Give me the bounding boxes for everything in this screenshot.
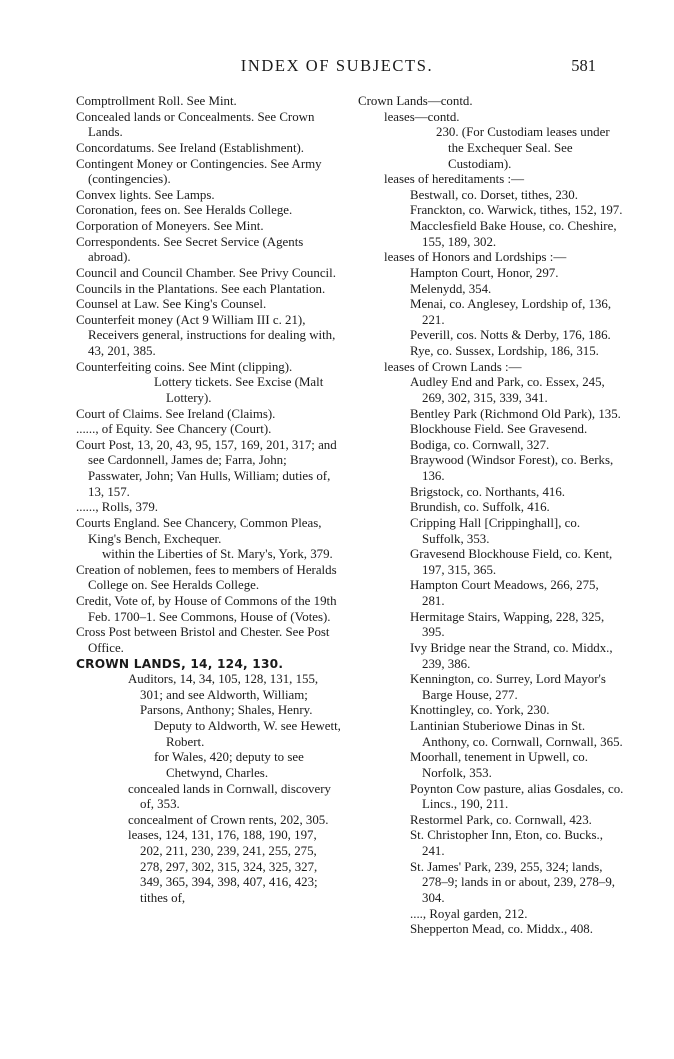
- index-entry: Moorhall, tenement in Upwell, co. Norfolk, 353.: [410, 750, 588, 780]
- index-entry: Counterfeit money (Act 9 William III c. 21), Receivers general, instructions for dealing with, 43, 201, 385.: [76, 312, 336, 358]
- index-entry: Auditors, 14, 34, 105, 128, 131, 155, 301; and see Aldworth, William; Parsons, Anthony; Shales, Henry.: [128, 672, 319, 718]
- index-entry: Knottingley, co. York, 230.: [410, 703, 550, 718]
- index-entry: Hermitage Stairs, Wapping, 228, 325, 395.: [410, 609, 605, 640]
- index-entry: Deputy to Aldworth, W. see Hewett, Robert.: [154, 719, 341, 749]
- index-entry: leases of hereditaments :—: [384, 172, 524, 187]
- index-entry: Councils in the Plantations. See each Plantation.: [76, 281, 326, 296]
- index-entry: Bentley Park (Richmond Old Park), 135.: [410, 406, 621, 421]
- index-entry: Council and Council Chamber. See Privy Council.: [76, 265, 336, 280]
- index-entry: Concordatums. See Ireland (Establishment).: [76, 140, 305, 155]
- index-entry: Menai, co. Anglesey, Lordship of, 136, 221.: [410, 297, 612, 327]
- index-entry: ...., Royal garden, 212.: [410, 906, 528, 921]
- index-entry: ......, of Equity. See Chancery (Court).: [76, 422, 272, 437]
- page-title: INDEX OF SUBJECTS.: [240, 56, 434, 75]
- index-entry: Contingent Money or Contingencies. See Army (contingencies).: [76, 156, 322, 187]
- index-entry: Brigstock, co. Northants, 416.: [410, 484, 566, 499]
- index-column-left: [76, 94, 342, 907]
- index-entry: Melenydd, 354.: [410, 281, 492, 296]
- index-entry: Kennington, co. Surrey, Lord Mayor's Barge House, 277.: [410, 672, 606, 702]
- index-entry: Courts England. See Chancery, Common Pleas, King's Bench, Exchequer.: [76, 515, 322, 546]
- index-entry: Lottery tickets. See Excise (Malt Lottery).: [154, 375, 324, 405]
- index-entry: Court Post, 13, 20, 43, 95, 157, 169, 201, 317; and see Cardonnell, James de; Farra, John; Passwater, John; Van Hulls, William; duties of, 13, 157.: [76, 437, 337, 499]
- index-entry: Audley End and Park, co. Essex, 245, 269, 302, 315, 339, 341.: [410, 375, 605, 405]
- index-entry: Credit, Vote of, by House of Commons of the 19th Feb. 1700–1. See Commons, House of (Votes).: [76, 594, 337, 624]
- index-entry: Ivy Bridge near the Strand, co. Middx., 239, 386.: [410, 640, 613, 671]
- index-entry: Rye, co. Sussex, Lordship, 186, 315.: [410, 344, 599, 358]
- running-header: [0, 56, 674, 80]
- index-entry: Gravesend Blockhouse Field, co. Kent, 197, 315, 365.: [410, 547, 613, 577]
- index-entry: leases of Crown Lands :—: [384, 359, 522, 374]
- index-entry: Counsel at Law. See King's Counsel.: [76, 297, 267, 312]
- index-entry: leases—contd.: [384, 109, 460, 124]
- index-entry: CROWN LANDS, 14, 124, 130.: [76, 656, 284, 671]
- index-entry: Convex lights. See Lamps.: [76, 187, 215, 202]
- index-entry: 230. (For Custodiam leases under the Exchequer Seal. See Custodiam).: [436, 125, 610, 171]
- index-entry: Blockhouse Field. See Gravesend.: [410, 422, 588, 437]
- index-entry: Creation of noblemen, fees to members of Heralds College on. See Heralds College.: [76, 562, 337, 593]
- index-entry: ......, Rolls, 379.: [76, 500, 159, 515]
- index-entry: St. James' Park, 239, 255, 324; lands, 278–9; lands in or about, 239, 278–9, 304.: [410, 859, 615, 905]
- page-number: 581: [571, 56, 596, 75]
- index-entry: Shepperton Mead, co. Middx., 408.: [410, 922, 593, 937]
- index-entry: Restormel Park, co. Cornwall, 423.: [410, 812, 592, 827]
- index-entry: Crown Lands—contd.: [358, 94, 473, 108]
- index-entry: Cripping Hall [Crippinghall], co. Suffolk, 353.: [410, 515, 581, 546]
- index-entry: Corporation of Moneyers. See Mint.: [76, 219, 264, 233]
- index-entry: Cross Post between Bristol and Chester. See Post Office.: [76, 625, 330, 655]
- index-entry: concealment of Crown rents, 202, 305.: [128, 812, 329, 827]
- index-entry: Counterfeiting coins. See Mint (clipping).: [76, 359, 293, 374]
- index-entry: leases of Honors and Lordships :—: [384, 250, 567, 265]
- index-entry: Court of Claims. See Ireland (Claims).: [76, 406, 276, 421]
- index-entry: concealed lands in Cornwall, discovery of, 353.: [128, 781, 331, 812]
- index-column-right: [358, 94, 624, 938]
- index-entry: Braywood (Windsor Forest), co. Berks, 136.: [410, 453, 614, 483]
- index-entry: Comptrollment Roll. See Mint.: [76, 94, 237, 108]
- index-entry: Brundish, co. Suffolk, 416.: [410, 500, 550, 515]
- index-entry: Macclesfield Bake House, co. Cheshire, 155, 189, 302.: [410, 219, 617, 249]
- index-entry: within the Liberties of St. Mary's, York, 379.: [102, 547, 333, 562]
- index-entry: Lantinian Stuberiowe Dinas in St. Anthony, co. Cornwall, Cornwall, 365.: [410, 719, 623, 749]
- index-entry: Bodiga, co. Cornwall, 327.: [410, 437, 550, 452]
- index-entry: Concealed lands or Concealments. See Crown Lands.: [76, 109, 315, 140]
- index-entry: Hampton Court Meadows, 266, 275, 281.: [410, 578, 599, 608]
- index-entry: Franckton, co. Warwick, tithes, 152, 197.: [410, 203, 623, 218]
- index-entry: Correspondents. See Secret Service (Agents abroad).: [76, 234, 304, 265]
- index-entry: for Wales, 420; deputy to see Chetwynd, Charles.: [154, 750, 304, 780]
- index-entry: Bestwall, co. Dorset, tithes, 230.: [410, 187, 578, 202]
- index-entry: Peverill, cos. Notts & Derby, 176, 186.: [410, 328, 611, 343]
- index-entry: St. Christopher Inn, Eton, co. Bucks., 241.: [410, 828, 603, 858]
- index-entry: leases, 124, 131, 176, 188, 190, 197, 202, 211, 230, 239, 241, 255, 275, 278, 297, 302, 315, 324, 325, 327, 349, 365, 394, 398, 407, 416, 423; tithes of,: [128, 828, 318, 905]
- index-entry: Poynton Cow pasture, alias Gosdales, co. Lincs., 190, 211.: [410, 781, 624, 812]
- index-entry: Coronation, fees on. See Heralds College.: [76, 203, 293, 218]
- index-entry: Hampton Court, Honor, 297.: [410, 265, 559, 280]
